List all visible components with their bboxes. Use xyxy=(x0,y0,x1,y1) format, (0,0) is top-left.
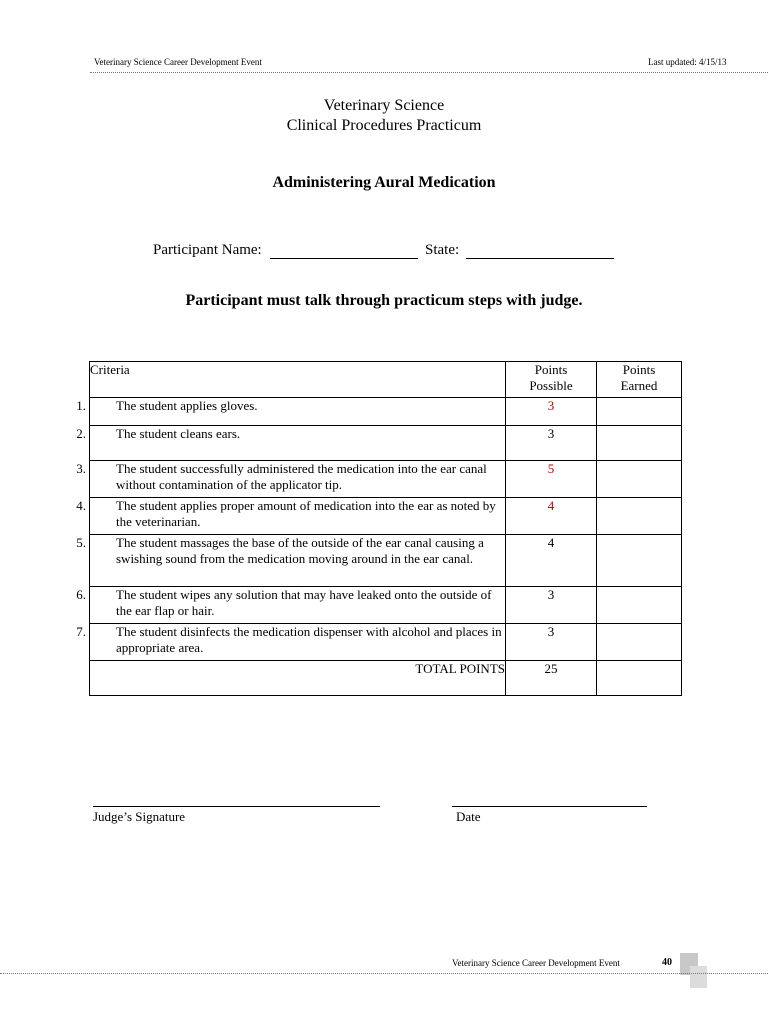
state-label: State: xyxy=(425,242,460,258)
participant-name-line xyxy=(270,258,418,259)
criteria-table xyxy=(76,361,682,696)
date-line xyxy=(452,806,647,807)
document-title: Veterinary Science xyxy=(323,97,445,114)
criteria-text: The student cleans ears. xyxy=(116,426,241,441)
points-possible-cell: 4 xyxy=(506,535,597,587)
criteria-number: 5. xyxy=(76,535,86,550)
points-possible-cell: 4 xyxy=(506,498,597,535)
points-possible-cell: 3 xyxy=(506,624,597,661)
page-header-left: Veterinary Science Career Development Event xyxy=(94,57,262,67)
points-earned-cell[interactable] xyxy=(597,587,682,624)
criteria-cell xyxy=(76,461,506,498)
footer-decor-square-2 xyxy=(690,966,707,988)
points-earned-cell[interactable] xyxy=(597,398,682,426)
points-earned-cell[interactable] xyxy=(597,624,682,661)
table-row xyxy=(90,624,682,661)
criteria-number: 4. xyxy=(76,498,86,513)
points-earned-cell[interactable] xyxy=(597,461,682,498)
criteria-text: The student applies proper amount of medication into the ear as noted by the veterinarian. xyxy=(116,498,496,529)
criteria-header: Criteria xyxy=(90,362,506,398)
participant-name-label: Participant Name: xyxy=(153,242,262,258)
footer-rule xyxy=(0,973,768,974)
points-possible-header: Points Possible xyxy=(506,362,597,398)
criteria-cell xyxy=(76,535,506,587)
page-number: 40 xyxy=(662,957,672,968)
page-header-right: Last updated: 4/15/13 xyxy=(648,57,727,67)
table-row xyxy=(90,426,682,461)
criteria-text: The student wipes any solution that may have leaked onto the outside of the ear flap or hair. xyxy=(116,587,492,618)
criteria-number: 1. xyxy=(76,398,86,413)
points-possible-cell: 3 xyxy=(506,587,597,624)
table-row xyxy=(90,587,682,624)
table-row xyxy=(90,461,682,498)
criteria-text: The student applies gloves. xyxy=(116,398,258,413)
criteria-cell xyxy=(76,587,506,624)
points-earned-cell[interactable] xyxy=(597,498,682,535)
points-earned-header: Points Earned xyxy=(597,362,682,398)
footer-text: Veterinary Science Career Development Event xyxy=(452,958,620,968)
points-earned-cell[interactable] xyxy=(597,535,682,587)
criteria-cell xyxy=(76,624,506,661)
criteria-number: 2. xyxy=(76,426,86,441)
criteria-cell xyxy=(76,498,506,535)
criteria-cell xyxy=(76,398,506,426)
judge-signature-label: Judge’s Signature xyxy=(93,809,186,824)
points-earned-cell[interactable] xyxy=(597,426,682,461)
criteria-text: The student massages the base of the outside of the ear canal causing a swishing sound from the medication moving around in the ear canal. xyxy=(116,535,484,566)
criteria-number: 7. xyxy=(76,624,86,639)
total-points-label: TOTAL POINTS xyxy=(90,661,506,696)
table-row xyxy=(90,398,682,426)
instruction-text: Participant must talk through practicum steps with judge. xyxy=(185,292,583,309)
points-possible-cell: 3 xyxy=(506,398,597,426)
criteria-text: The student successfully administered the medication into the ear canal without contamination of the applicator tip. xyxy=(116,461,487,492)
table-row xyxy=(90,498,682,535)
criteria-number: 3. xyxy=(76,461,86,476)
table-row xyxy=(90,535,682,587)
criteria-text: The student disinfects the medication dispenser with alcohol and places in appropriate area. xyxy=(116,624,502,655)
state-line xyxy=(466,258,614,259)
document-subtitle: Administering Aural Medication xyxy=(272,174,496,191)
points-possible-cell: 5 xyxy=(506,461,597,498)
total-points-value: 25 xyxy=(506,661,597,696)
date-label: Date xyxy=(456,809,481,824)
criteria-cell xyxy=(76,426,506,461)
total-points-earned-cell xyxy=(597,661,682,696)
criteria-number: 6. xyxy=(76,587,86,602)
document-title-line2: Clinical Procedures Practicum xyxy=(286,117,482,134)
header-rule xyxy=(90,72,768,73)
points-possible-cell: 3 xyxy=(506,426,597,461)
judge-signature-line xyxy=(93,806,380,807)
